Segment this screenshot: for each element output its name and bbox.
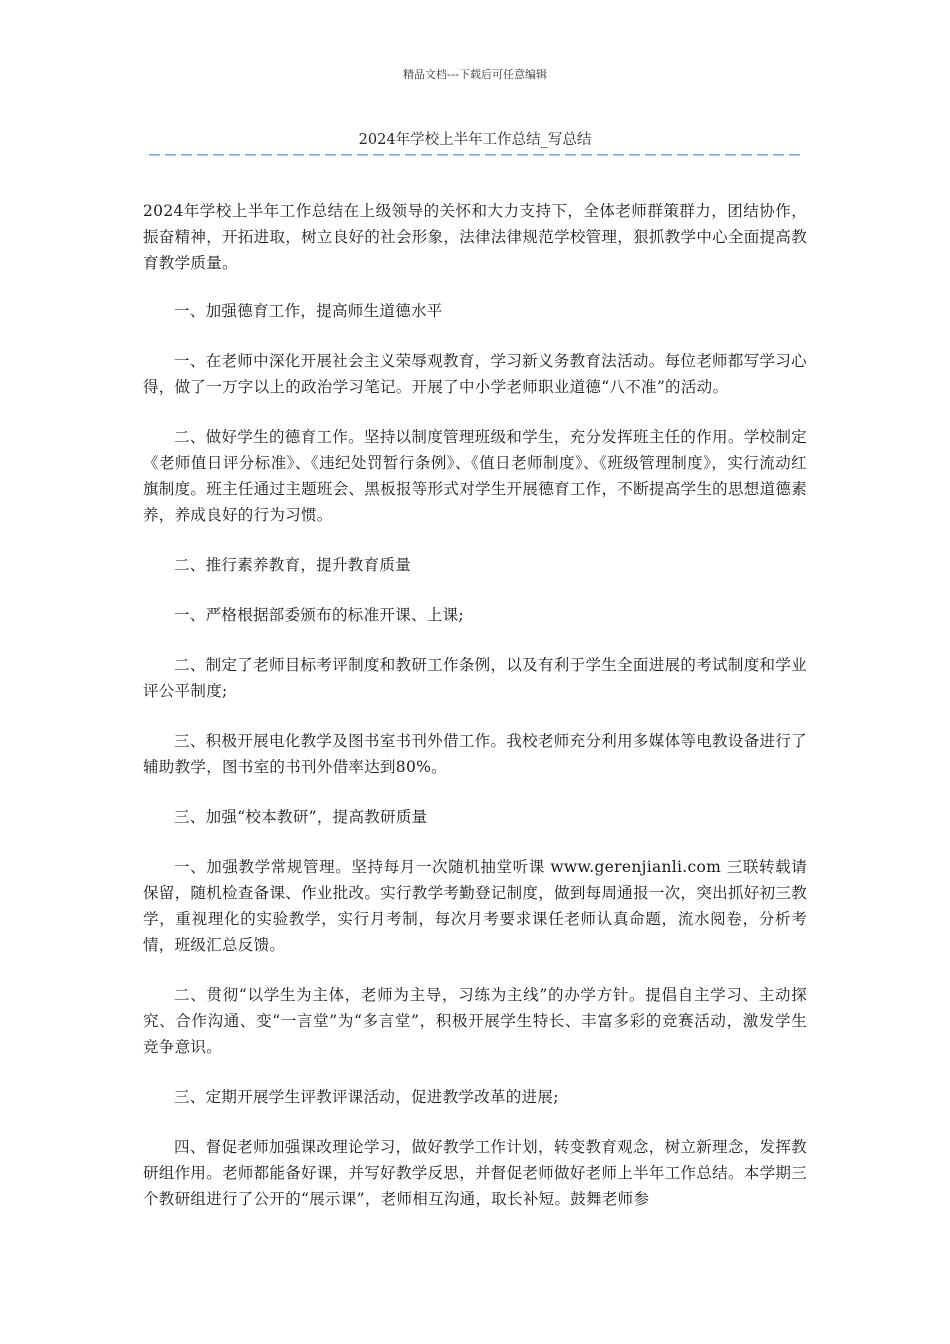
paragraph: 一、在老师中深化开展社会主义荣辱观教育，学习新义务教育法活动。每位老师都写学习心得，做了一万字以上的政治学习笔记。开展了中小学老师职业道德“八不准”的活动。 — [143, 352, 807, 396]
paragraph-intro: 2024年学校上半年工作总结在上级领导的关怀和大力支持下，全体老师群策群力，团结协作，振奋精神，开拓进取，树立良好的社会形象，法律法律规范学校管理，狠抓教学中心全面提高教育教学质量。 — [143, 202, 807, 272]
paragraph: 二、制定了老师目标考评制度和教研工作条例，以及有利于学生全面进展的考试制度和学业评公平制度; — [143, 656, 807, 700]
paragraph: 三、积极开展电化教学及图书室书刊外借工作。我校老师充分利用多媒体等电教设备进行了辅助教学，图书室的书刊外借率达到80%。 — [143, 732, 807, 776]
paragraph: 二、贯彻“以学生为主体，老师为主导，习练为主线”的办学方针。提倡自主学习、主动探究、合作沟通、变“一言堂”为“多言堂”，积极开展学生特长、丰富多彩的竞赛活动，激发学生竞争意识。 — [143, 986, 807, 1056]
section-heading-1: 一、加强德育工作，提高师生道德水平 — [174, 302, 443, 320]
header-note: 精品文档---下载后可任意编辑 — [403, 68, 547, 81]
document-title: 2024年学校上半年工作总结_写总结 — [358, 132, 592, 148]
paragraph: 一、加强教学常规管理。坚持每月一次随机抽堂听课 www.gerenjianli.com 三联转载请保留，随机检查备课、作业批改。实行教学考勤登记制度，做到每周通报一次，突出抓好初三教学，重视理化的实验教学，实行月考制，每次月考要求课任老师认真命题，流水阅卷，分析考情，班级汇总反馈。 — [143, 858, 807, 954]
section-heading-2: 二、推行素养教育，提升教育质量 — [174, 556, 412, 574]
document-body — [143, 198, 807, 1236]
paragraph: 一、严格根据部委颁布的标准开课、上课; — [174, 606, 464, 624]
paragraph: 三、定期开展学生评教评课活动，促进教学改革的进展; — [174, 1088, 559, 1106]
paragraph: 二、做好学生的德育工作。坚持以制度管理班级和学生，充分发挥班主任的作用。学校制定《老师值日评分标准》、《违纪处罚暂行条例》、《值日老师制度》、《班级管理制度》，实行流动红旗制度。班主任通过主题班会、黑板报等形式对学生开展德育工作，不断提高学生的思想道德素养，养成良好的行为习惯。 — [143, 428, 807, 524]
paragraph: 四、督促老师加强课改理论学习，做好教学工作计划，转变教育观念，树立新理念，发挥教研组作用。老师都能备好课，并写好教学反思，并督促老师做好老师上半年工作总结。本学期三个教研组进行了公开的“展示课”，老师相互沟通，取长补短。鼓舞老师参 — [143, 1138, 807, 1208]
section-heading-3: 三、加强“校本教研”，提高教研质量 — [174, 808, 428, 826]
dashed-divider — [149, 152, 801, 158]
